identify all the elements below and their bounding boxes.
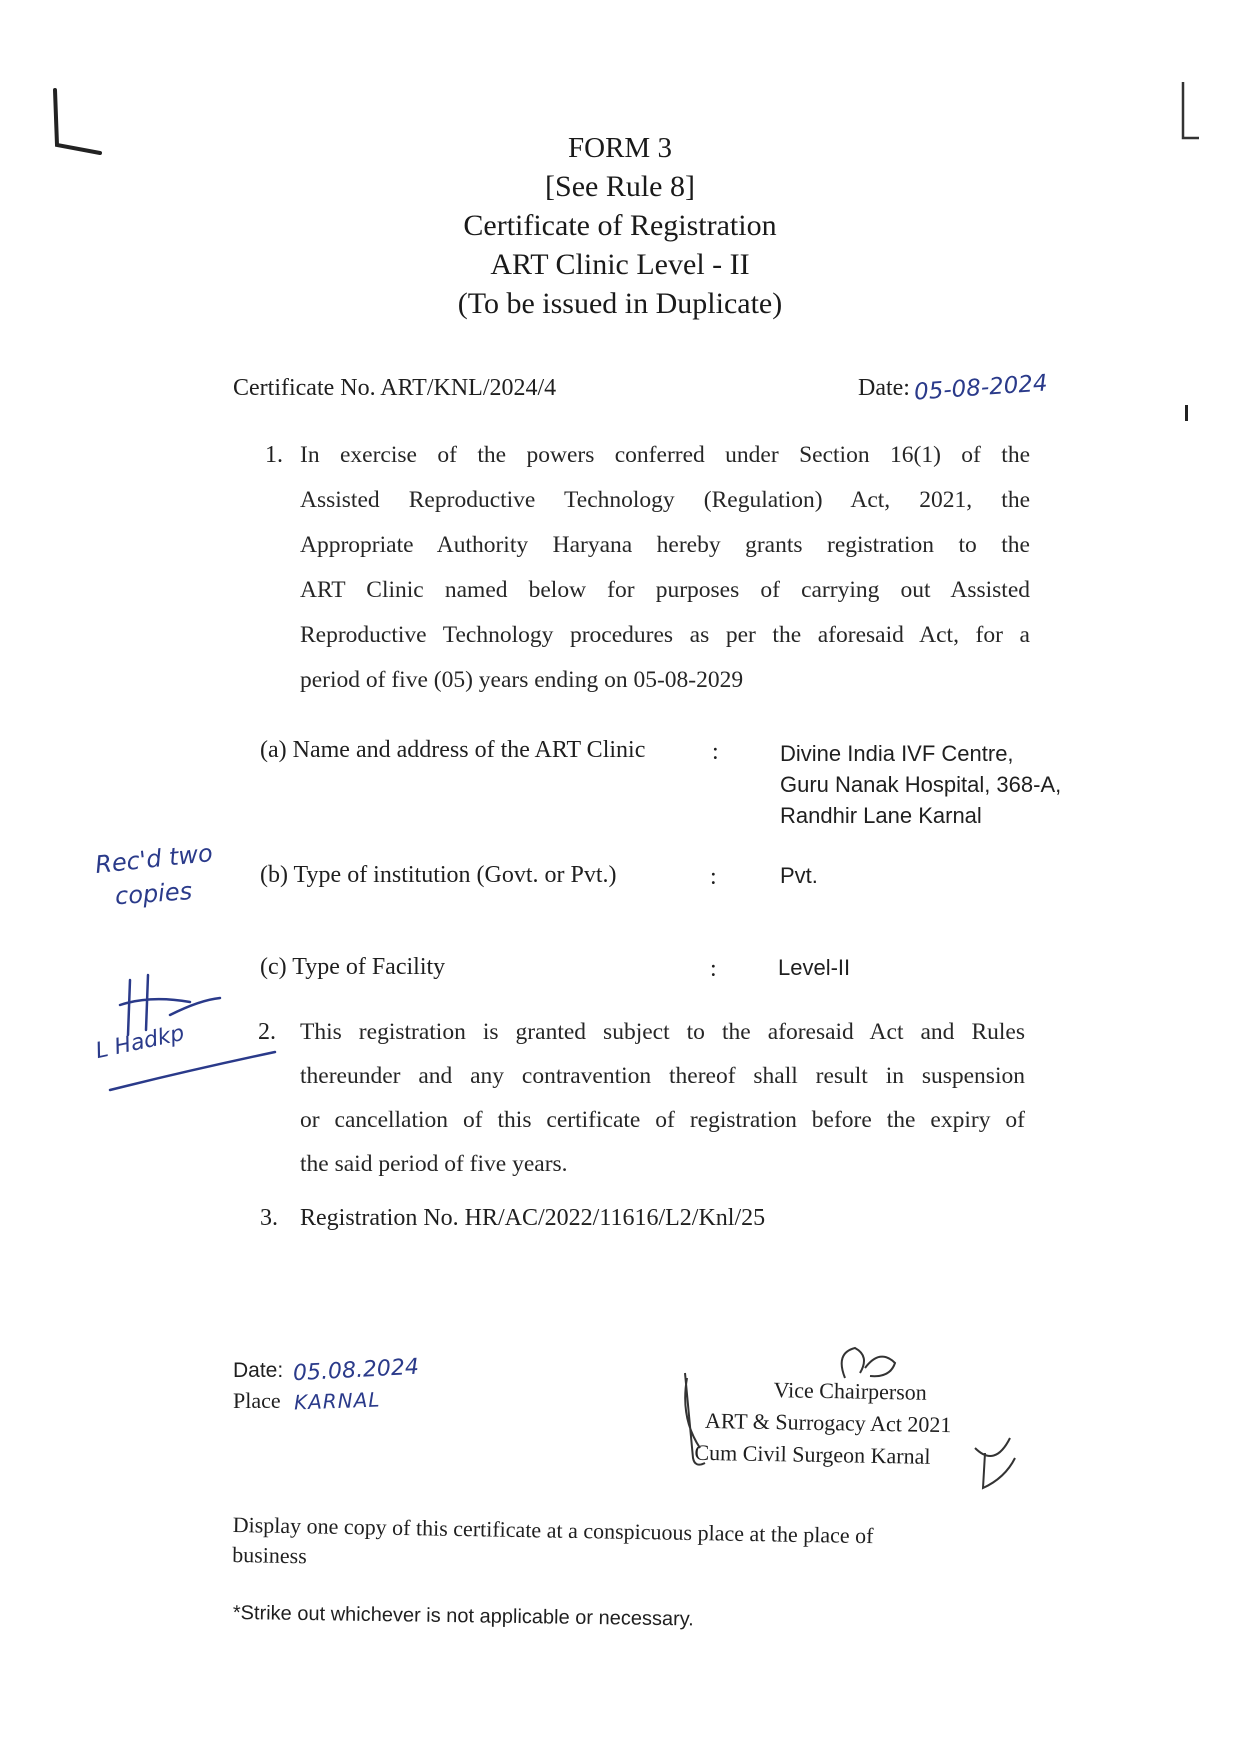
footer-place-handwritten: KARNAL [293, 1387, 382, 1415]
clinic-address-line: Randhir Lane Karnal [780, 803, 982, 828]
signatory-designation: Vice Chairperson [773, 1377, 928, 1405]
clinic-level-heading: ART Clinic Level - II [490, 248, 750, 281]
clause-2-line: This registration is granted subject to the aforesaid Act and Rules [300, 1019, 1025, 1045]
clause-2-line: or cancellation of this certificate of registration before the expiry of [300, 1107, 1025, 1133]
footer-date [233, 1354, 420, 1387]
clause-3-number: 3. [260, 1205, 278, 1231]
item-b-label: (b) Type of institution (Govt. or Pvt.) [260, 862, 617, 888]
item-a-value [780, 738, 1061, 831]
clinic-name: Divine India IVF Centre, [780, 741, 1014, 766]
margin-note [93, 838, 214, 911]
form-number: FORM 3 [568, 132, 672, 164]
clause-1-text [300, 433, 1030, 703]
item-c-value: Level-II [778, 955, 851, 980]
clause-2-line: thereunder and any contravention thereof shall result in suspension [300, 1063, 1025, 1089]
clause-1-line: Reproductive Technology procedures as per the aforesaid Act, for a [300, 622, 1030, 648]
display-notice-line: Display one copy of this certificate at a conspicuous place at the place of [232, 1511, 874, 1549]
footer-date-label: Date: [233, 1359, 284, 1382]
item-a-label: (a) Name and address of the ART Clinic [260, 737, 646, 763]
certificate-date-label: Date: [858, 375, 910, 401]
display-notice-line: business [232, 1541, 307, 1569]
clause-1-line: Assisted Reproductive Technology (Regulation) Act, 2021, the [300, 487, 1030, 513]
clause-1-line: ART Clinic named below for purposes of carrying out Assisted [300, 577, 1030, 603]
clause-1-line: Appropriate Authority Haryana hereby grants registration to the [300, 532, 1030, 558]
item-c-colon: : [710, 956, 717, 982]
item-c-label: (c) Type of Facility [260, 954, 446, 980]
margin-initial-scribble [110, 960, 250, 1100]
margin-note-line: Rec'd two [93, 838, 214, 880]
item-a-colon: : [712, 739, 719, 765]
clause-2-line: the said period of five years. [300, 1151, 568, 1177]
signatory-act: ART & Surrogacy Act 2021 [704, 1407, 952, 1438]
certificate-number: Certificate No. ART/KNL/2024/4 [233, 375, 557, 401]
clause-1-line: In exercise of the powers conferred under Section 16(1) of the [300, 442, 1030, 468]
certificate-title: Certificate of Registration [463, 209, 777, 242]
strike-out-note: *Strike out whichever is not applicable or necessary. [232, 1602, 694, 1631]
clinic-address-line: Guru Nanak Hospital, 368-A, [780, 772, 1062, 797]
certificate-date-handwritten: 05-08-2024 [913, 370, 1049, 406]
signatory-office: Cum Civil Surgeon Karnal [694, 1439, 931, 1469]
certificate-date [858, 370, 1049, 406]
rule-reference: [See Rule 8] [545, 170, 695, 203]
item-b-value: Pvt. [780, 863, 818, 888]
scan-edge-mark [1185, 405, 1188, 421]
margin-note-signature: L Hadkp [93, 1020, 187, 1065]
clause-2-number: 2. [258, 1019, 276, 1045]
display-notice [232, 1510, 874, 1581]
clause-2-text [300, 1010, 1025, 1186]
duplicate-note: (To be issued in Duplicate) [457, 287, 783, 320]
registration-number: Registration No. HR/AC/2022/11616/L2/Knl/25 [300, 1205, 766, 1231]
footer-date-handwritten: 05.08.2024 [292, 1354, 420, 1387]
margin-note-line: copies [114, 877, 193, 911]
footer-place-label: Place [233, 1388, 281, 1413]
signature-scribble [665, 1338, 1025, 1488]
footer-place [233, 1388, 381, 1414]
clause-1-number: 1. [265, 442, 283, 468]
item-b-colon: : [710, 864, 717, 890]
clause-1-line: period of five (05) years ending on 05-08-2029 [300, 667, 744, 693]
